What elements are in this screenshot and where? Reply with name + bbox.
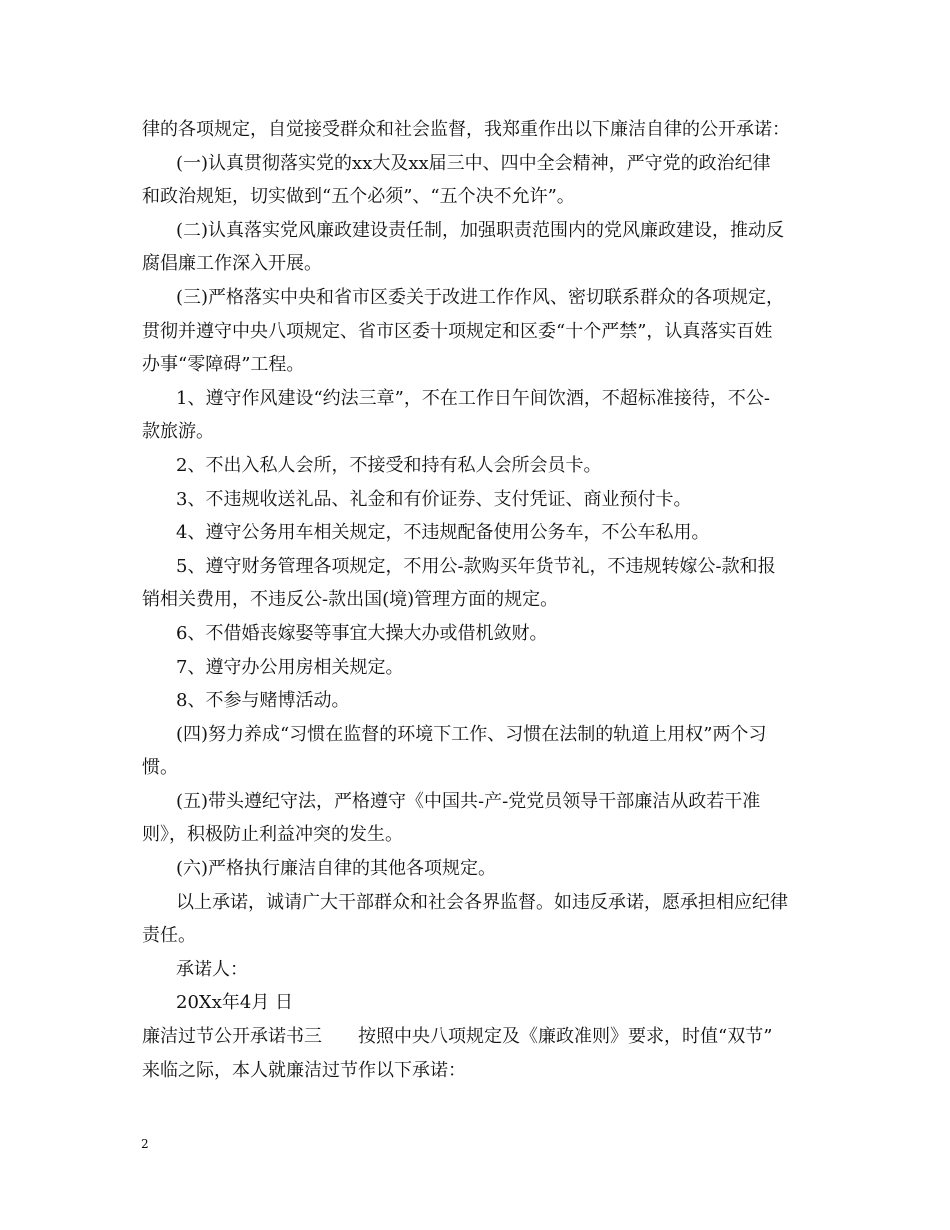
text-line: 7、遵守办公用房相关规定。 bbox=[176, 656, 404, 678]
section-intro-text: 按照中央八项规定及《廉政准则》要求，时值“双节” bbox=[358, 1026, 773, 1048]
text-line: 来临之际，本人就廉洁过节作以下承诺： bbox=[142, 1059, 466, 1081]
text-line: 款旅游。 bbox=[142, 421, 214, 443]
text-line: 20Xx年4月 日 bbox=[176, 992, 294, 1014]
text-line: (六)严格执行廉洁自律的其他各项规定。 bbox=[176, 858, 497, 880]
text-line: 销相关费用，不违反公-款出国(境)管理方面的规定。 bbox=[142, 589, 559, 611]
text-line: 以上承诺，诚请广大干部群众和社会各界监督。如违反承诺，愿承担相应纪律 bbox=[176, 891, 788, 913]
text-line: 律的各项规定，自觉接受群众和社会监督，我郑重作出以下廉洁自律的公开承诺： bbox=[142, 119, 790, 140]
text-line: (一)认真贯彻落实党的xx大及xx届三中、四中全会精神，严守党的政治纪律 bbox=[176, 152, 771, 174]
text-line: 贯彻并遵守中央八项规定、省市区委十项规定和区委“十个严禁”，认真落实百姓 bbox=[142, 320, 773, 342]
text-line: 承诺人： bbox=[176, 958, 248, 980]
text-line: 腐倡廉工作深入开展。 bbox=[142, 253, 322, 275]
text-line: 3、不违规收送礼品、礼金和有价证券、支付凭证、商业预付卡。 bbox=[176, 488, 692, 510]
text-line: (三)严格落实中央和省市区委关于改进工作作风、密切联系群众的各项规定， bbox=[176, 286, 785, 308]
text-line: (四)努力养成“习惯在监督的环境下工作、习惯在法制的轨道上用权”两个习 bbox=[176, 723, 767, 745]
text-line: 办事“零障碍”工程。 bbox=[142, 354, 305, 376]
text-line: 则》，积极防止利益冲突的发生。 bbox=[142, 824, 403, 846]
section-heading-line bbox=[142, 1020, 810, 1054]
text-line: 1、遵守作风建设“约法三章”，不在工作日午间饮酒，不超标准接待，不公- bbox=[176, 387, 770, 409]
text-line: (二)认真落实党风廉政建设责任制，加强职责范围内的党风廉政建设，推动反 bbox=[176, 219, 785, 241]
text-line: 责任。 bbox=[142, 925, 196, 947]
text-line: 4、遵守公务用车相关规定，不违规配备使用公务车，不公车私用。 bbox=[176, 522, 710, 544]
text-line: 和政治规矩，切实做到“五个必须”、“五个决不允许”。 bbox=[142, 186, 575, 208]
text-line: 5、遵守财务管理各项规定，不用公-款购买年货节礼，不违规转嫁公-款和报 bbox=[176, 555, 776, 577]
text-line: 惯。 bbox=[142, 757, 178, 779]
text-line: 6、不借婚丧嫁娶等事宜大操大办或借机敛财。 bbox=[176, 622, 548, 644]
text-line: 8、不参与赌博活动。 bbox=[176, 690, 350, 712]
document-body bbox=[142, 113, 810, 1087]
text-line: (五)带头遵纪守法，严格遵守《中国共-产-党党员领导干部廉洁从政若干准 bbox=[176, 790, 761, 812]
section-heading: 廉洁过节公开承诺书三 bbox=[142, 1026, 322, 1048]
text-line: 2、不出入私人会所，不接受和持有私人会所会员卡。 bbox=[176, 454, 602, 476]
page-number: 2 bbox=[141, 1137, 149, 1151]
